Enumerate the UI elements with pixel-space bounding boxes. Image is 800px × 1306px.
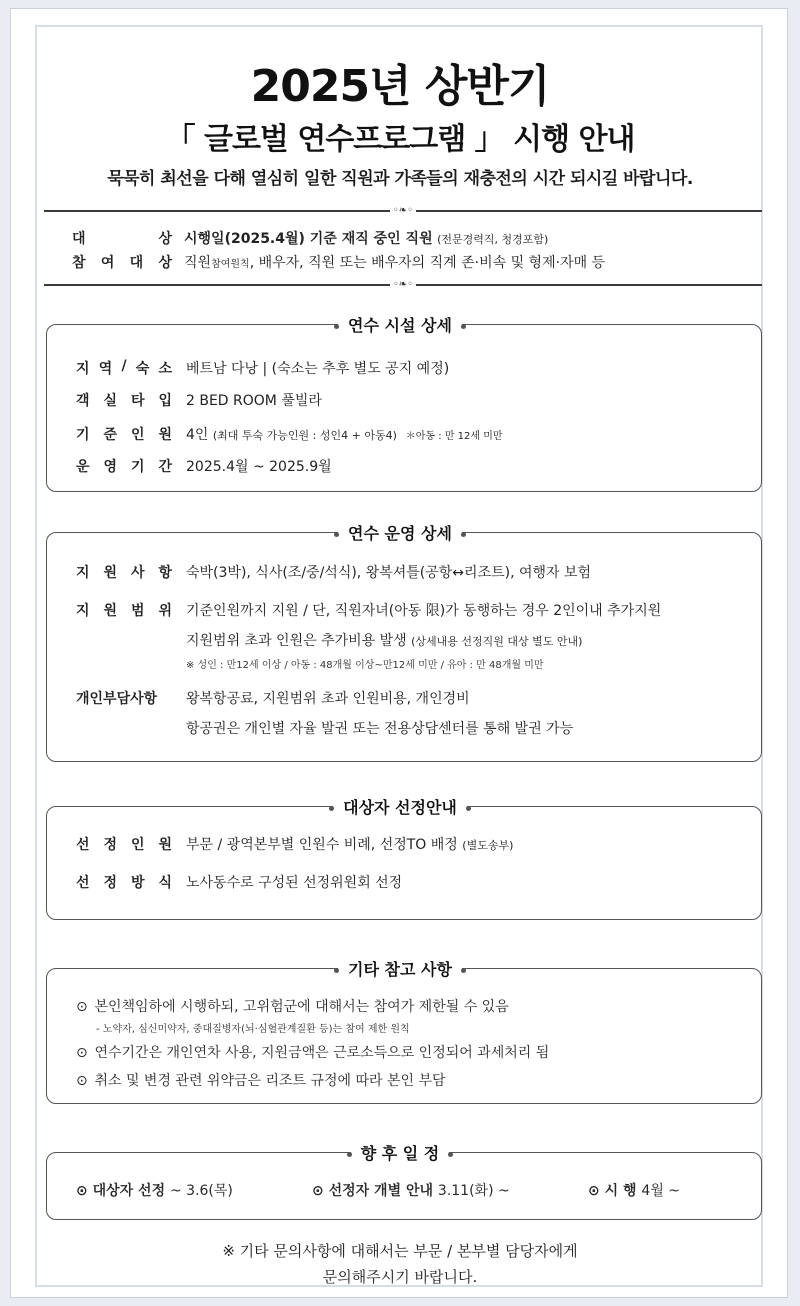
title-line1: 2025년 상반기	[250, 61, 550, 112]
facility-title: 연수 시설 상세	[0, 313, 800, 336]
bullet-icon: ⊙	[76, 1045, 88, 1061]
divider-top: ◦❧◦	[44, 210, 762, 212]
etc-item: ⊙ 본인책임하에 시행하되, 고위험군에 대해서는 참여가 제한될 수 있음	[76, 999, 509, 1015]
participant-value: 직원참여원칙, 배우자, 직원 또는 배우자의 직계 존·비속 및 형제·자매 등	[184, 255, 606, 271]
bullet-icon: ⊙	[76, 1073, 88, 1089]
etc-item-note: - 노약자, 심신미약자, 중대질병자(뇌·심혈관계질환 등)는 참여 제한 원칙	[96, 1024, 410, 1035]
footer-line1: ※ 기타 문의사항에 대해서는 부문 / 본부별 담당자에게	[222, 1242, 578, 1260]
title-line2: 「 글로벌 연수프로그램 」 시행 안내	[165, 122, 635, 157]
divider-bottom: ◦❧◦	[44, 284, 762, 286]
selection-box	[46, 806, 762, 920]
etc-item: ⊙ 연수기간은 개인연차 사용, 지원금액은 근로소득으로 인정되어 과세처리 됨	[76, 1045, 550, 1061]
age-note: ※ 성인 : 만12세 이상 / 아동 : 48개월 이상~만12세 미만 / 유아 : 만 48개월 미만	[186, 660, 544, 671]
schedule-item-start: ⊙ 시 행 4월 ~	[588, 1183, 681, 1199]
schedule-item-selection: ⊙ 대상자 선정 ~ 3.6(목)	[76, 1183, 233, 1199]
schedule-title: 향 후 일 정	[0, 1141, 800, 1164]
target-value: 시행일(2025.4월) 기준 재직 중인 직원 (전문경력직, 청경포함)	[184, 231, 549, 247]
footer-line2: 문의해주시기 바랍니다.	[322, 1268, 478, 1286]
operation-title: 연수 운영 상세	[0, 521, 800, 544]
subtitle: 묵묵히 최선을 다해 열심히 일한 직원과 가족들의 재충전의 시간 되시길 바랍니다.	[107, 169, 693, 189]
target-label: 대 상	[72, 231, 172, 247]
participant-label: 참 여 대 상	[72, 255, 172, 271]
selection-title: 대상자 선정안내	[0, 795, 800, 818]
etc-item: ⊙ 취소 및 변경 관련 위약금은 리조트 규정에 따라 본인 부담	[76, 1073, 446, 1089]
schedule-item-notice: ⊙ 선정자 개별 안내 3.11(화) ~	[312, 1183, 510, 1199]
etc-title: 기타 참고 사항	[0, 957, 800, 980]
bullet-icon: ⊙	[76, 999, 88, 1015]
